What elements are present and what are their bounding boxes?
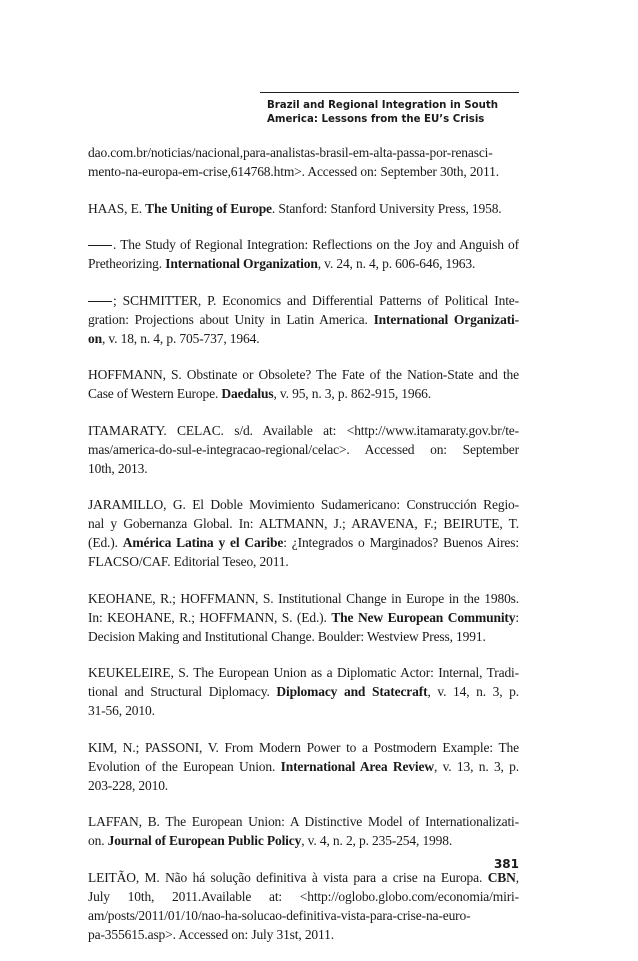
- reference-entry: [88, 812, 519, 850]
- reference-text: , v. 24, n. 4, p. 606-646, 1963.: [317, 256, 476, 271]
- reference-line: [88, 310, 519, 329]
- reference-text: am/posts/2011/01/10/nao-ha-solucao-definitiva-vista-para-crise-na-euro-: [88, 907, 471, 923]
- reference-line: [88, 887, 519, 906]
- reference-entry: [88, 738, 519, 795]
- repeated-author-dash: [88, 301, 112, 302]
- reference-line: [88, 384, 519, 403]
- reference-text: ; SCHMITTER, P. Economics and Differential Patterns of Political Inte-: [113, 292, 519, 308]
- reference-line: [88, 162, 519, 181]
- reference-title: International Organizati-: [373, 311, 519, 327]
- reference-text: mas/america-do-sul-e-integracao-regional/celac>. Accessed on: September: [88, 441, 519, 457]
- reference-text: . The Study of Regional Integration: Reflections on the Joy and Anguish of: [113, 237, 519, 252]
- reference-text: nal y Gobernanza Global. In: ALTMANN, J.; ARAVENA, F.; BEIRUTE, T.: [88, 516, 519, 531]
- reference-line: [88, 776, 519, 795]
- reference-text: , v. 95, n. 3, p. 862-915, 1966.: [273, 386, 431, 401]
- reference-title: Diplomacy and Statecraft: [276, 684, 428, 699]
- reference-text: July 10th, 2011.Available at: <http://oglobo.globo.com/economia/miri-: [88, 888, 519, 904]
- page-number: 381: [493, 857, 519, 871]
- reference-text: Decision Making and Institutional Change. Boulder: Westview Press, 1991.: [88, 628, 486, 644]
- reference-list: [88, 143, 519, 961]
- reference-line: [88, 925, 519, 944]
- reference-text: on.: [88, 833, 108, 848]
- reference-entry: [88, 143, 519, 181]
- reference-text: Evolution of the European Union.: [88, 758, 281, 774]
- reference-text: Case of Western Europe.: [88, 386, 222, 401]
- reference-text: KIM, N.; PASSONI, V. From Modern Power to a Postmodern Example: The: [88, 739, 519, 755]
- reference-line: [88, 254, 519, 273]
- reference-text: KEOHANE, R.; HOFFMANN, S. Institutional Change in Europe in the 1980s.: [88, 590, 519, 606]
- header-rule: [260, 92, 519, 93]
- reference-title: Daedalus: [221, 386, 274, 401]
- reference-text: FLACSO/CAF. Editorial Teseo, 2011.: [88, 554, 289, 569]
- reference-line: [88, 495, 519, 514]
- reference-text: HOFFMANN, S. Obstinate or Obsolete? The Fate of the Nation-State and the: [88, 367, 519, 382]
- reference-entry: [88, 868, 519, 944]
- reference-line: [88, 329, 519, 348]
- reference-entry: [88, 495, 519, 571]
- reference-line: [88, 589, 519, 608]
- reference-entry: [88, 235, 519, 273]
- reference-line: [88, 757, 519, 776]
- reference-text: 31-56, 2010.: [88, 703, 155, 718]
- reference-title: on: [88, 330, 102, 346]
- reference-text: (Ed.).: [88, 535, 123, 550]
- reference-line: [88, 682, 519, 701]
- reference-line: [88, 831, 519, 850]
- reference-text: :: [515, 609, 519, 625]
- reference-line: [88, 514, 519, 533]
- reference-text: LAFFAN, B. The European Union: A Distinctive Model of Internationalizati-: [88, 814, 519, 829]
- reference-text: : ¿Integrados o Marginados? Buenos Aires:: [283, 535, 519, 550]
- reference-line: [88, 738, 519, 757]
- reference-line: [88, 906, 519, 925]
- reference-title: International Area Review: [280, 758, 434, 774]
- reference-line: [88, 663, 519, 682]
- reference-title: CBN: [487, 869, 516, 885]
- reference-line: [88, 235, 519, 254]
- reference-line: [88, 143, 519, 162]
- reference-line: [88, 627, 519, 646]
- reference-entry: [88, 589, 519, 646]
- reference-line: [88, 868, 519, 887]
- reference-text: , v. 4, n. 2, p. 235-254, 1998.: [301, 833, 453, 848]
- reference-text: . Stanford: Stanford University Press, 1958.: [271, 200, 502, 216]
- reference-line: [88, 199, 519, 218]
- reference-text: ITAMARATY. CELAC. s/d. Available at: <http://www.itamaraty.gov.br/te-: [88, 422, 519, 438]
- reference-title: International Organization: [165, 256, 318, 271]
- reference-entry: [88, 291, 519, 348]
- reference-text: tional and Structural Diplomacy.: [88, 684, 277, 699]
- reference-text: Pretheorizing.: [88, 256, 166, 271]
- reference-line: [88, 421, 519, 440]
- reference-line: [88, 440, 519, 459]
- reference-text: gration: Projections about Unity in Latin America.: [88, 311, 374, 327]
- reference-text: LEITÃO, M. Não há solução definitiva à vista para a crise na Europa.: [88, 869, 488, 885]
- reference-text: JARAMILLO, G. El Doble Movimiento Sudamericano: Construcción Regio-: [88, 497, 519, 512]
- reference-line: [88, 812, 519, 831]
- reference-text: mento-na-europa-em-crise,614768.htm>. Accessed on: September 30th, 2011.: [88, 164, 499, 179]
- reference-title: América Latina y el Caribe: [122, 535, 284, 550]
- reference-line: [88, 459, 519, 478]
- running-header-line-1: Brazil and Regional Integration in South: [267, 100, 498, 111]
- reference-text: In: KEOHANE, R.; HOFFMANN, S. (Ed.).: [88, 609, 332, 625]
- reference-line: [88, 701, 519, 720]
- reference-text: , v. 14, n. 3, p.: [427, 684, 519, 699]
- reference-line: [88, 608, 519, 627]
- reference-text: ,: [515, 869, 519, 885]
- reference-entry: [88, 421, 519, 478]
- running-header: [267, 99, 527, 127]
- reference-title: The Uniting of Europe: [145, 200, 272, 216]
- reference-text: HAAS, E.: [88, 200, 146, 216]
- reference-line: [88, 552, 519, 571]
- reference-text: , v. 13, n. 3, p.: [433, 758, 519, 774]
- reference-text: KEUKELEIRE, S. The European Union as a Diplomatic Actor: Internal, Tradi-: [88, 665, 519, 680]
- repeated-author-dash: [88, 245, 112, 246]
- reference-line: [88, 291, 519, 310]
- reference-text: pa-355615.asp>. Accessed on: July 31st, 2011.: [88, 926, 334, 942]
- reference-line: [88, 365, 519, 384]
- reference-text: 203-228, 2010.: [88, 777, 169, 793]
- running-header-line-2: America: Lessons from the EU’s Crisis: [267, 114, 485, 125]
- reference-text: 10th, 2013.: [88, 460, 148, 476]
- reference-entry: [88, 663, 519, 720]
- reference-title: Journal of European Public Policy: [107, 833, 302, 848]
- reference-line: [88, 533, 519, 552]
- reference-entry: [88, 199, 519, 218]
- reference-text: , v. 18, n. 4, p. 705-737, 1964.: [101, 330, 260, 346]
- reference-text: dao.com.br/noticias/nacional,para-analistas-brasil-em-alta-passa-por-renasci-: [88, 145, 493, 160]
- reference-title: The New European Community: [331, 609, 516, 625]
- reference-entry: [88, 365, 519, 403]
